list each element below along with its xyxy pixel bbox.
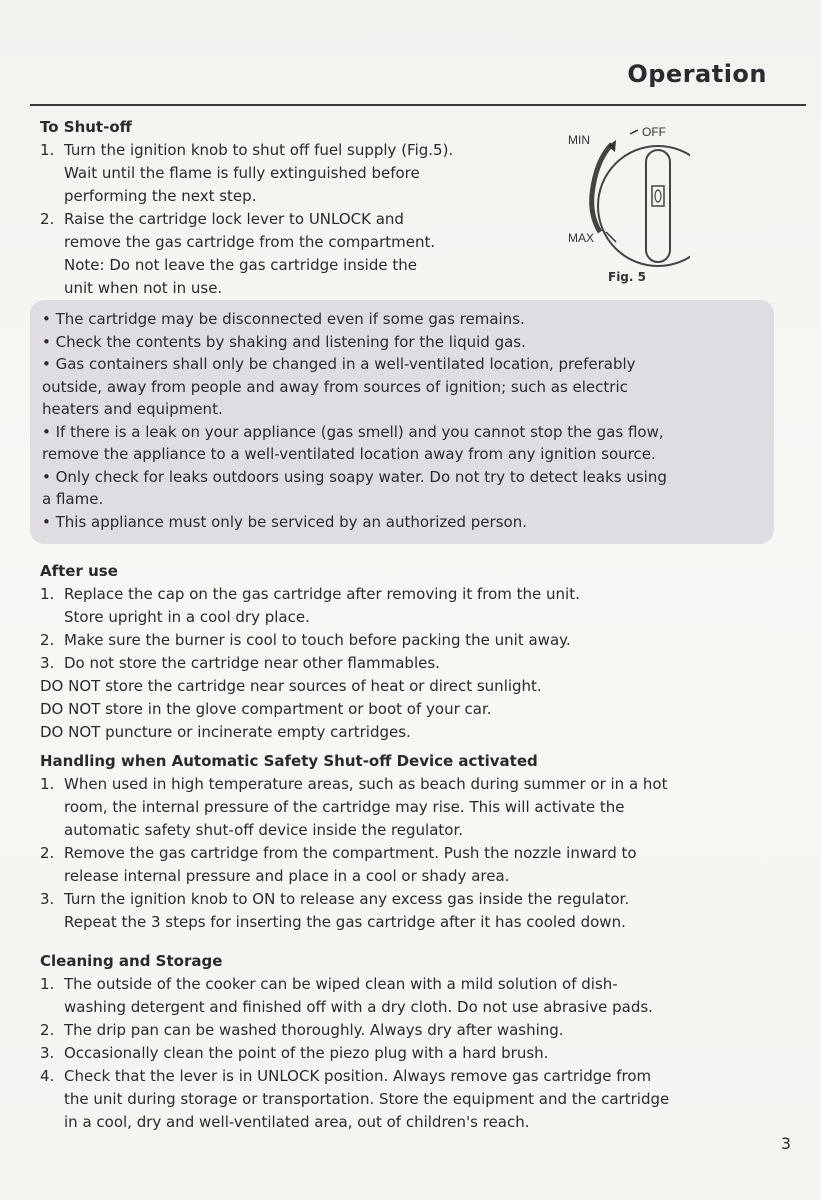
item-number: 1.: [40, 775, 55, 793]
item-text: remove the gas cartridge from the compartment.: [64, 233, 436, 251]
safety-item-2: [40, 842, 780, 888]
cleaning-item-4: [40, 1065, 780, 1134]
knob-min-label: MIN: [568, 133, 590, 147]
item-text: Store upright in a cool dry place.: [64, 608, 310, 626]
cleaning-heading: Cleaning and Storage: [40, 952, 223, 970]
item-text: Repeat the 3 steps for inserting the gas cartridge after it has cooled down.: [64, 913, 626, 931]
item-text: washing detergent and finished off with a dry cloth. Do not use abrasive pads.: [64, 998, 653, 1016]
cleaning-item-3: [40, 1042, 780, 1065]
item-number: 1.: [40, 141, 55, 159]
header-divider: [30, 104, 806, 106]
safety-heading: Handling when Automatic Safety Shut-off Device activated: [40, 752, 538, 770]
shutoff-item-1: [40, 139, 560, 208]
item-number: 4.: [40, 1067, 55, 1085]
rotation-arc-icon: [592, 144, 612, 232]
cleaning-section: [40, 950, 780, 1134]
do-not-line: DO NOT puncture or incinerate empty cartridges.: [40, 723, 411, 741]
after-use-section: [40, 560, 780, 744]
item-text: Turn the ignition knob to ON to release any excess gas inside the regulator.: [64, 890, 630, 908]
safety-section: [40, 750, 780, 934]
do-not-line: DO NOT store in the glove compartment or boot of your car.: [40, 700, 492, 718]
warning-list: [42, 308, 772, 533]
item-text: Replace the cap on the gas cartridge after removing it from the unit.: [64, 585, 580, 603]
item-number: 2.: [40, 210, 55, 228]
warning-line: • If there is a leak on your appliance (gas smell) and you cannot stop the gas flow,: [42, 422, 664, 441]
item-text: release internal pressure and place in a cool or shady area.: [64, 867, 510, 885]
item-number: 3.: [40, 654, 55, 672]
warning-line: remove the appliance to a well-ventilated location away from any ignition source.: [42, 445, 656, 463]
item-text: unit when not in use.: [64, 279, 223, 297]
item-text: Raise the cartridge lock lever to UNLOCK and: [64, 210, 404, 228]
after-use-item-1: [40, 583, 780, 629]
page-title: Operation: [627, 60, 767, 88]
item-text: Make sure the burner is cool to touch before packing the unit away.: [64, 631, 571, 649]
item-text: room, the internal pressure of the cartridge may rise. This will activate the: [64, 798, 625, 816]
shutoff-heading: To Shut-off: [40, 118, 132, 136]
knob-max-label: MAX: [568, 231, 595, 245]
shutoff-item-2: [40, 208, 560, 300]
item-text: performing the next step.: [64, 187, 257, 205]
warning-line: heaters and equipment.: [42, 400, 223, 418]
cleaning-item-2: [40, 1019, 780, 1042]
knob-dial: [598, 146, 690, 266]
safety-item-1: [40, 773, 780, 842]
item-number: 1.: [40, 975, 55, 993]
item-text: Note: Do not leave the gas cartridge inside the: [64, 256, 417, 274]
flame-window-icon: [652, 186, 664, 206]
item-text: When used in high temperature areas, such as beach during summer or in a hot: [64, 775, 668, 793]
item-text: in a cool, dry and well-ventilated area, out of children's reach.: [64, 1113, 530, 1131]
item-text: Do not store the cartridge near other flammables.: [64, 654, 440, 672]
warning-line: • This appliance must only be serviced by an authorized person.: [42, 512, 527, 531]
item-number: 2.: [40, 631, 55, 649]
item-text: Wait until the flame is fully extinguished before: [64, 164, 420, 182]
do-not-line: DO NOT store the cartridge near sources of heat or direct sunlight.: [40, 677, 542, 695]
off-indicator-line: [630, 130, 638, 134]
item-text: Occasionally clean the point of the piezo plug with a hard brush.: [64, 1044, 549, 1062]
warning-line: outside, away from people and away from sources of ignition; such as electric: [42, 377, 628, 396]
item-number: 3.: [40, 1044, 55, 1062]
item-text: Remove the gas cartridge from the compartment. Push the nozzle inward to: [64, 844, 637, 862]
item-number: 2.: [40, 844, 55, 862]
safety-item-3: [40, 888, 780, 934]
cleaning-item-1: [40, 973, 780, 1019]
warning-line: • Only check for leaks outdoors using soapy water. Do not try to detect leaks using: [42, 467, 667, 486]
warning-line: a flame.: [42, 490, 104, 508]
after-use-heading: After use: [40, 562, 118, 580]
flame-icon: [655, 190, 661, 202]
warning-line: • The cartridge may be disconnected even if some gas remains.: [42, 310, 525, 328]
item-text: Check that the lever is in UNLOCK position. Always remove gas cartridge from: [64, 1067, 652, 1085]
item-number: 3.: [40, 890, 55, 908]
after-use-item-3: [40, 652, 780, 675]
item-text: automatic safety shut-off device inside the regulator.: [64, 821, 464, 839]
item-number: 1.: [40, 585, 55, 603]
shutoff-section: [40, 116, 560, 300]
knob-off-label: OFF: [642, 125, 666, 139]
item-text: The drip pan can be washed thoroughly. Always dry after washing.: [64, 1021, 564, 1039]
warning-line: • Check the contents by shaking and listening for the liquid gas.: [42, 332, 526, 351]
item-text: The outside of the cooker can be wiped clean with a mild solution of dish-: [64, 975, 618, 993]
after-use-item-2: [40, 629, 780, 652]
item-number: 2.: [40, 1021, 55, 1039]
figure-caption: Fig. 5: [608, 270, 646, 284]
page-number: 3: [780, 1134, 791, 1153]
item-text: the unit during storage or transportation. Store the equipment and the cartridge: [64, 1090, 670, 1108]
item-text: Turn the ignition knob to shut off fuel supply (Fig.5).: [64, 141, 454, 159]
warning-line: • Gas containers shall only be changed in a well-ventilated location, preferably: [42, 355, 636, 373]
